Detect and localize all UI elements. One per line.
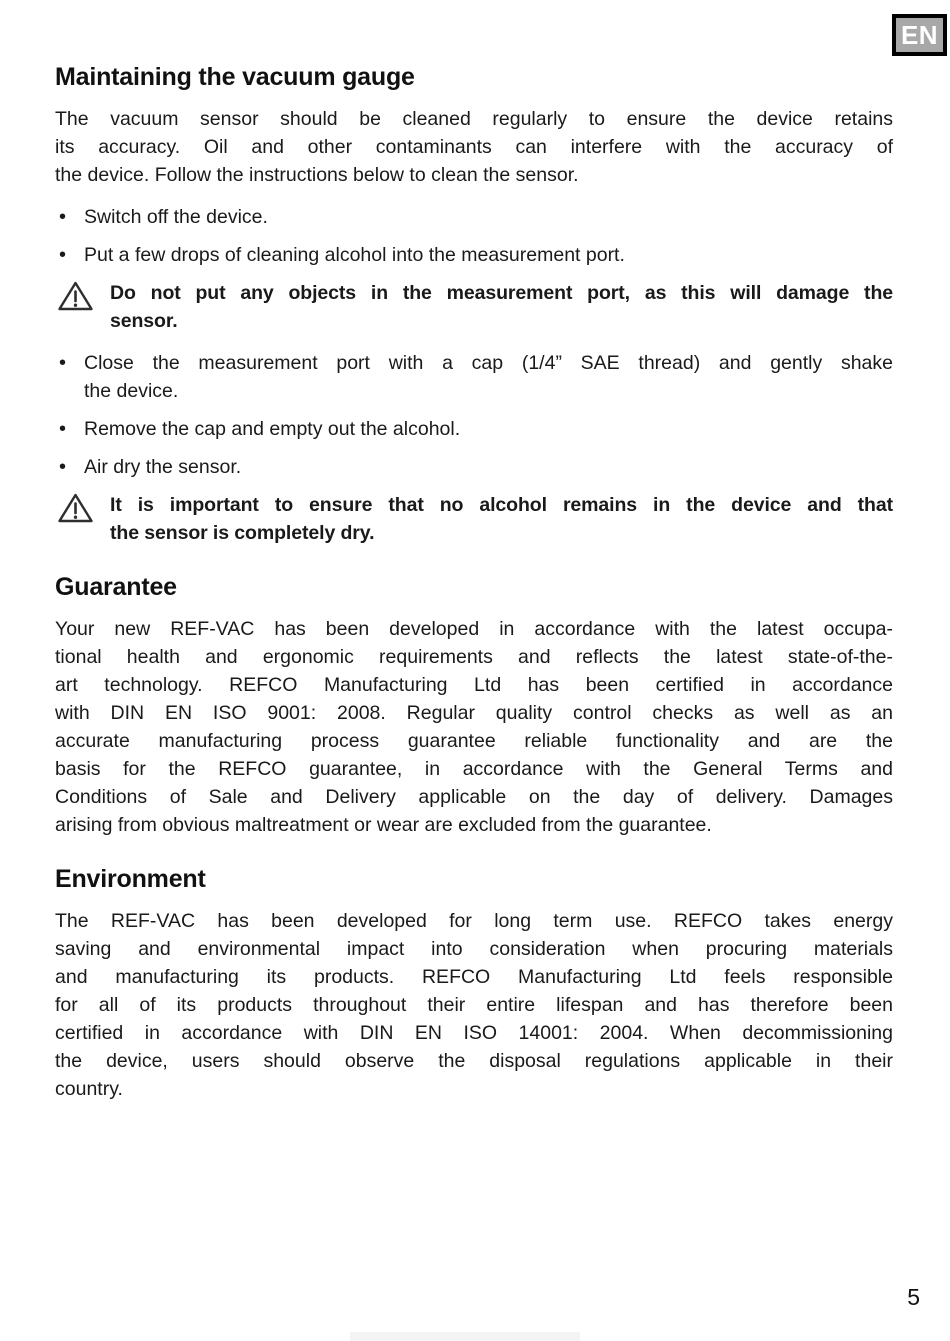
language-badge: EN: [892, 14, 947, 56]
text-line: art technology. REFCO Manufacturing Ltd has been certified in accordance: [55, 674, 893, 696]
warning-text: [110, 279, 893, 335]
text-line: certified in accordance with DIN EN ISO 14001: 2004. When decommissioning: [55, 1022, 893, 1044]
bullet-marker: •: [59, 206, 67, 228]
environment-paragraph: [55, 907, 893, 1103]
section-heading-environment: Environment: [55, 865, 206, 893]
text-line: with DIN EN ISO 9001: 2008. Regular quality control checks as well as an: [55, 702, 893, 724]
scan-artifact: [350, 1332, 580, 1341]
text-line: for all of its products throughout their entire lifespan and has therefore been: [55, 994, 893, 1016]
bullet-text: [84, 415, 893, 443]
text-line: Remove the cap and empty out the alcohol.: [84, 418, 461, 440]
bullet-text: [84, 349, 893, 405]
section-heading-maintaining: Maintaining the vacuum gauge: [55, 63, 415, 91]
bullet-text: [84, 203, 893, 231]
bullet-marker: •: [59, 456, 67, 478]
text-line: saving and environmental impact into consideration when procuring materials: [55, 938, 893, 960]
text-line: the device, users should observe the disposal regulations applicable in their: [55, 1050, 893, 1072]
bullet-text: [84, 453, 893, 481]
text-line: basis for the REFCO guarantee, in accordance with the General Terms and: [55, 758, 893, 780]
cleaning-steps-list-2: [55, 349, 893, 481]
text-line: and manufacturing its products. REFCO Manufacturing Ltd feels responsible: [55, 966, 893, 988]
text-line: Your new REF-VAC has been developed in accordance with the latest occupa-: [55, 618, 893, 640]
bullet-marker: •: [59, 352, 67, 374]
text-line: the sensor is completely dry.: [110, 522, 375, 544]
bullet-item: [55, 349, 893, 405]
page-content: [0, 62, 950, 1117]
text-line: the device.: [84, 380, 179, 402]
warning-triangle-icon: [55, 491, 110, 547]
text-line: Do not put any objects in the measurement port, as this will damage the: [110, 282, 893, 304]
text-line: tional health and ergonomic requirements and reflects the latest state-of-the-: [55, 646, 893, 668]
bullet-item: [55, 453, 893, 481]
bullet-marker: •: [59, 418, 67, 440]
warning-triangle-icon: [55, 279, 110, 335]
warning-note-1: [55, 279, 893, 335]
text-line: Air dry the sensor.: [84, 456, 242, 478]
bullet-text: [84, 241, 893, 269]
maintenance-intro-paragraph: [55, 105, 893, 189]
section-heading-guarantee: Guarantee: [55, 573, 177, 601]
text-line: It is important to ensure that no alcohol remains in the device and that: [110, 494, 893, 516]
text-line: accurate manufacturing process guarantee reliable functionality and are the: [55, 730, 893, 752]
text-line: Switch off the device.: [84, 206, 268, 228]
text-line: Conditions of Sale and Delivery applicable on the day of delivery. Damages: [55, 786, 893, 808]
page-number: 5: [907, 1284, 920, 1310]
text-line: country.: [55, 1078, 123, 1100]
text-line: The vacuum sensor should be cleaned regularly to ensure the device retains: [55, 108, 893, 130]
text-line: The REF-VAC has been developed for long term use. REFCO takes energy: [55, 910, 893, 932]
bullet-marker: •: [59, 244, 67, 266]
bullet-item: [55, 203, 893, 231]
warning-note-2: [55, 491, 893, 547]
text-line: sensor.: [110, 310, 178, 332]
bullet-item: [55, 241, 893, 269]
text-line: Close the measurement port with a cap (1/4” SAE thread) and gently shake: [84, 352, 893, 374]
guarantee-paragraph: [55, 615, 893, 839]
text-line: Put a few drops of cleaning alcohol into the measurement port.: [84, 244, 625, 266]
text-line: arising from obvious maltreatment or wear are excluded from the guarantee.: [55, 814, 712, 836]
bullet-item: [55, 415, 893, 443]
text-line: the device. Follow the instructions below to clean the sensor.: [55, 164, 579, 186]
warning-text: [110, 491, 893, 547]
text-line: its accuracy. Oil and other contaminants can interfere with the accuracy of: [55, 136, 893, 158]
cleaning-steps-list-1: [55, 203, 893, 269]
